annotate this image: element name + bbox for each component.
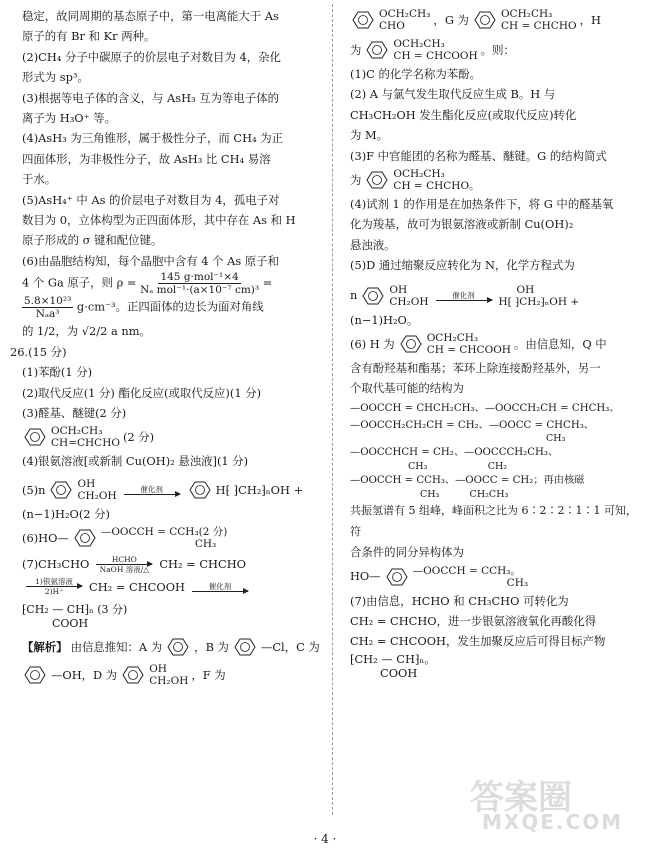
- structure-f-g: OCH₂CH₃ CHO ，G 为 OCH₂CH₃ CH = CHCHO ，H: [350, 8, 640, 32]
- equation-n: n OH CH₂OH 催化剂 OH H⁅ ⁆CH₂⁆ₙOH +: [350, 283, 580, 308]
- text-line: 为 M。: [350, 128, 389, 143]
- text-line: —OOCCH₂CH₂CH = CH₂、—OOCC = CHCH₃、: [350, 420, 594, 432]
- text-line: —OOCCHCH = CH₂、—OOCCCH₂CH₃、: [350, 447, 559, 459]
- question-number: 26.(15 分): [10, 344, 67, 359]
- text-line: ⁅CH₂ — CH⁆ₙ。: [350, 651, 436, 666]
- reaction-arrow: 催化剂: [192, 582, 248, 592]
- structure-h: 为 OCH₂CH₃ CH = CHCOOH 。则：: [350, 38, 515, 62]
- column-divider: [332, 4, 333, 815]
- equation-5: (5)n OH CH₂OH 催化剂 H⁅ ⁆CH₂⁆ₙOH +: [22, 477, 304, 502]
- benzene-ring-icon: [167, 638, 189, 656]
- text-line: 原子形成的 σ 键和配位键。: [22, 233, 163, 248]
- text-line: 化为羧基，故可为银氨溶液或新制 Cu(OH)₂: [350, 217, 574, 232]
- text-line: (1)C 的化学名称为苯酚。: [350, 67, 481, 81]
- text-line: CH₃ CH₂CH₃: [420, 489, 509, 501]
- text-line: 原子的有 Br 和 Kr 两种。: [22, 29, 156, 44]
- benzene-ring-icon: [24, 666, 46, 684]
- structure-g: OCH₂CH₃ CH=CHCHO (2 分): [22, 425, 322, 449]
- benzene-ring-icon: [362, 287, 384, 305]
- text-line: 的 1/2，为 √2/2 a nm。: [22, 324, 151, 339]
- text-line: COOH: [380, 665, 418, 680]
- answer-line: (1)苯酚(1 分): [22, 365, 93, 380]
- reaction-arrow: 1)银氨溶液 2)H⁺: [26, 577, 82, 596]
- benzene-ring-icon: [474, 11, 496, 29]
- text-line: 离子为 H₃O⁺ 等。: [22, 111, 117, 126]
- text-line: 于水。: [22, 172, 57, 187]
- text-line: 形式为 sp³。: [22, 70, 89, 85]
- text-line: 含有酚羟基和酯基；苯环上除连接酚羟基外，另一: [350, 361, 601, 376]
- reaction-arrow: HCHO NaOH 溶液/△: [96, 555, 152, 574]
- analysis-line-1: 【解析】 由信息推知：A 为 ，B 为 —Cl，C 为: [22, 637, 322, 657]
- benzene-ring-icon: [400, 335, 422, 353]
- text-line: —OOCCH = CHCH₂CH₃、—OOCCH₂CH = CHCH₃、: [350, 402, 620, 414]
- answer-line: (3)醛基、醚键(2 分): [22, 405, 127, 420]
- benzene-ring-icon: [386, 568, 408, 586]
- text-line: 稳定，故同周期的基态原子中，第一电离能大于 As: [22, 9, 279, 23]
- analysis-line-2: —OH，D 为 OH CH₂OH ，F 为: [22, 663, 322, 687]
- text-line: (3)根据等电子体的含义，与 AsH₃ 互为等电子体的: [22, 90, 279, 105]
- watermark-url: MXQE.COM: [482, 810, 624, 834]
- text-line: (5)D 通过缩聚反应转化为 N，化学方程式为: [350, 258, 575, 273]
- text-line: (4)AsH₃ 为三角锥形，属于极性分子，而 CH₄ 为正: [22, 131, 284, 146]
- text-line: (n−1)H₂O。: [350, 312, 419, 327]
- text-line: CH₃CH₂OH 发生酯化反应(或取代反应)转化: [350, 107, 577, 122]
- text-line: (2)CH₄ 分子中碳原子的价层电子对数目为 4，杂化: [22, 49, 281, 64]
- text-line: 共振氢谱有 5 组峰，峰面积之比为 6∶2∶2∶1∶1 可知，符: [350, 504, 637, 538]
- watermark-logo: 答案圈: [470, 778, 572, 818]
- text-line: 四面体形，为非极性分子，故 AsH₃ 比 CH₄ 易溶: [22, 151, 271, 166]
- benzene-ring-icon: [352, 11, 374, 29]
- answer-line: (2)取代反应(1 分) 酯化反应(或取代反应)(1 分): [22, 385, 262, 400]
- polymer-product: ⁅CH₂ — CH⁆ₙ (3 分) COOH: [22, 602, 128, 630]
- structure-isomer: HO— —OOCCH = CCH₃。 CH₃: [350, 564, 529, 589]
- benzene-ring-icon: [50, 481, 72, 499]
- benzene-ring-icon: [366, 171, 388, 189]
- text-line: (7)由信息，HCHO 和 CH₃CHO 可转化为: [350, 593, 569, 608]
- density-formula: 4 个 Ga 原子，则 ρ = $\frac{\text{145 g·mol⁻¹×4}}{\text{Nₐ mol⁻¹·(a×10⁻⁷ cm)³}}$ =: [22, 271, 273, 297]
- left-column: [10, 6, 322, 689]
- text-line: 个取代基可能的结构为: [350, 381, 464, 396]
- text-line: 合条件的同分异构体为: [350, 545, 464, 560]
- density-result: $\frac{\text{5.8×10²³}}{\text{Nₐa³}}$ g·cm⁻³。正四面体的边长为面对角线: [24, 295, 264, 321]
- text-line: 悬浊液。: [350, 237, 396, 252]
- text-line: (6)由晶胞结构知，每个晶胞中含有 4 个 As 原子和: [22, 253, 279, 268]
- reaction-arrow: 催化剂: [436, 291, 492, 301]
- text-line: CH₂ = CHCHO，进一步银氨溶液氧化再酸化得: [350, 613, 597, 628]
- benzene-ring-icon: [122, 666, 144, 684]
- text-line: (2) A 与氯气发生取代反应生成 B。H 与: [350, 87, 556, 102]
- benzene-ring-icon: [24, 428, 46, 446]
- text-line: CH₃ CH₂: [408, 461, 508, 473]
- reaction-arrow: 催化剂: [124, 485, 180, 495]
- answer-line: (n−1)H₂O(2 分): [22, 506, 110, 521]
- benzene-ring-icon: [189, 481, 211, 499]
- answer-line: (4)银氨溶液[或新制 Cu(OH)₂ 悬浊液](1 分): [22, 454, 249, 469]
- page-number: · 4 ·: [313, 832, 337, 846]
- right-column: [350, 6, 640, 680]
- equation-6: (6)HO— —OOCCH = CCH₃(2 分) CH₃: [22, 526, 228, 551]
- text-line: (5)AsH₄⁺ 中 As 的价层电子对数目为 4，孤电子对: [22, 192, 280, 207]
- structure-h-2: (6) H 为 OCH₂CH₃ CH = CHCOOH 。由信息知，Q 中: [350, 332, 607, 357]
- text-line: 数目为 0，立体构型为正四面体形，其中存在 As 和 H: [22, 213, 296, 228]
- text-line: —OOCCH = CCH₃、—OOCC = CH₂；再由核磁: [350, 475, 585, 487]
- text-line: CH₂ = CHCOOH，发生加聚反应后可得目标产物: [350, 634, 606, 649]
- benzene-ring-icon: [74, 529, 96, 547]
- benzene-ring-icon: [366, 41, 388, 59]
- text-line: (3)F 中官能团的名称为醛基、醚键。G 的结构简式: [350, 148, 607, 163]
- text-line: (4)试剂 1 的作用是在加热条件下，将 G 中的醛基氧: [350, 197, 614, 212]
- text-line: CH₃: [546, 433, 566, 445]
- benzene-ring-icon: [234, 638, 256, 656]
- equation-7b: 1)银氨溶液 2)H⁺ CH₂ = CHCOOH 催化剂: [22, 577, 322, 597]
- equation-7: (7)CH₃CHO HCHO NaOH 溶液/△ CH₂ = CHCHO: [22, 554, 246, 574]
- structure-g-2: 为 OCH₂CH₃ CH = CHCHO。: [350, 168, 480, 193]
